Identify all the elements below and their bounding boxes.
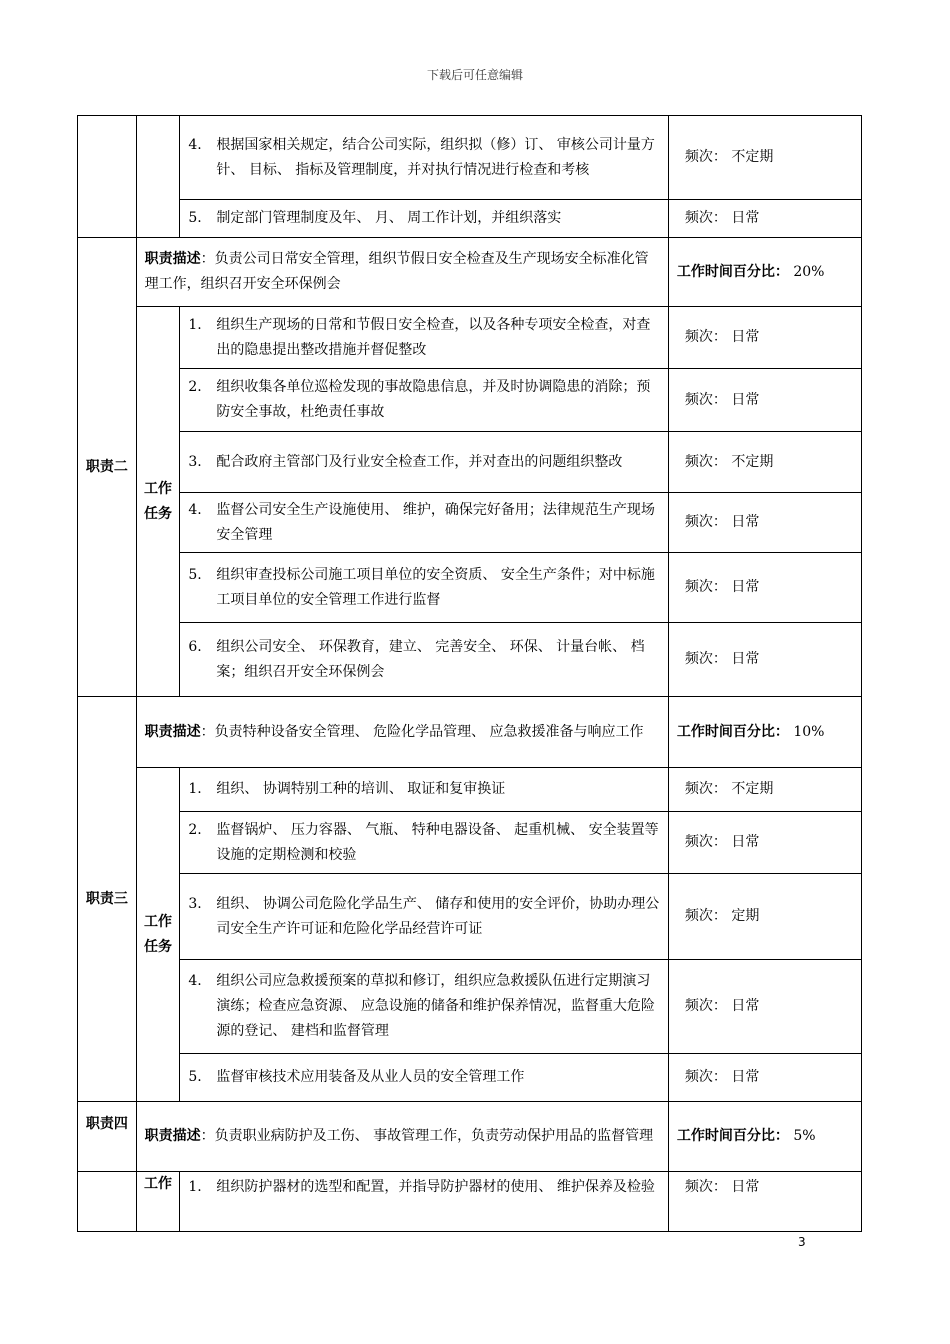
duty-label: 职责二 [78,238,137,697]
task-cell: 2. 组织收集各单位巡检发现的事故隐患信息，并及时协调隐患的消除；预防安全事故，杜绝责任事故 [180,369,669,432]
task-cell: 1. 组织防护器材的选型和配置，并指导防护器材的使用、 维护保养及检验 [180,1172,669,1232]
duty-description: 职责描述：负责职业病防护及工伤、 事故管理工作，负责劳动保护用品的监督管理 [136,1102,668,1172]
task-cell: 2. 监督锅炉、 压力容器、 气瓶、 特种电器设备、 起重机械、 安全装置等设施的定期检测和校验 [180,812,669,874]
work-task-label: 工作 任务 [136,768,180,1102]
task-cell: 3. 配合政府主管部门及行业安全检查工作，并对查出的问题组织整改 [180,432,669,493]
task-cell: 4. 根据国家相关规定，结合公司实际，组织拟（修）订、 审核公司计量方针、 目标、 指标及管理制度，并对执行情况进行检查和考核 [180,116,669,200]
frequency-cell: 频次： 日常 [668,200,861,238]
frequency-cell: 频次： 不定期 [668,768,861,812]
frequency-cell: 频次： 日常 [668,553,861,623]
duty-description-row [78,1102,862,1172]
task-cell: 3. 组织、 协调公司危险化学品生产、 储存和使用的安全评价，协助办理公司安全生产许可证和危险化学品经营许可证 [180,874,669,960]
work-task-label: 工作 任务 [136,307,180,697]
header-note: 下载后可任意编辑 [426,68,523,82]
time-percentage: 工作时间百分比： 10% [668,697,861,768]
frequency-cell: 频次： 日常 [668,493,861,553]
task-label-empty [136,116,180,238]
table-row [78,960,862,1054]
duty-label: 职责三 [78,697,137,1102]
frequency-cell: 频次： 日常 [668,1054,861,1102]
frequency-cell: 频次： 定期 [668,874,861,960]
duty-description: 职责描述：负责特种设备安全管理、 危险化学品管理、 应急救援准备与响应工作 [136,697,668,768]
task-cell: 5. 组织审查投标公司施工项目单位的安全资质、 安全生产条件；对中标施工项目单位的安全管理工作进行监督 [180,553,669,623]
table-row [78,768,862,812]
frequency-cell: 频次： 不定期 [668,432,861,493]
duty-label-empty [78,116,137,238]
duty-description-row [78,697,862,768]
time-percentage: 工作时间百分比： 5% [668,1102,861,1172]
task-cell: 6. 组织公司安全、 环保教育，建立、 完善安全、 环保、 计量台帐、 档案；组织召开安全环保例会 [180,623,669,697]
table-row [78,874,862,960]
time-percentage: 工作时间百分比： 20% [668,238,861,307]
duty-label-empty [78,1172,137,1232]
table-row [78,369,862,432]
frequency-cell: 频次： 不定期 [668,116,861,200]
task-cell: 4. 监督公司安全生产设施使用、 维护，确保完好备用；法律规范生产现场安全管理 [180,493,669,553]
task-cell: 1. 组织生产现场的日常和节假日安全检查，以及各种专项安全检查，对查出的隐患提出整改措施并督促整改 [180,307,669,369]
frequency-cell: 频次： 日常 [668,812,861,874]
task-cell: 1. 组织、 协调特别工种的培训、 取证和复审换证 [180,768,669,812]
page-number: 3 [798,1235,806,1249]
task-cell: 4. 组织公司应急救援预案的草拟和修订，组织应急救援队伍进行定期演习演练；检查应急资源、 应急设施的储备和维护保养情况，监督重大危险源的登记、 建档和监督管理 [180,960,669,1054]
frequency-cell: 频次： 日常 [668,623,861,697]
frequency-cell: 频次： 日常 [668,307,861,369]
table-row [78,1054,862,1102]
task-cell: 5. 监督审核技术应用装备及从业人员的安全管理工作 [180,1054,669,1102]
table-row [78,493,862,553]
frequency-cell: 频次： 日常 [668,960,861,1054]
frequency-cell: 频次： 日常 [668,1172,861,1232]
table-row [78,307,862,369]
duty-description-row [78,238,862,307]
table-row [78,623,862,697]
table-row [78,432,862,493]
duty-description: 职责描述：负责公司日常安全管理，组织节假日安全检查及生产现场安全标准化管理工作，组织召开安全环保例会 [136,238,668,307]
duty-label: 职责四 [78,1102,137,1172]
table-row [78,812,862,874]
table-row [78,553,862,623]
table-row [78,116,862,200]
work-task-label: 工作 [136,1172,180,1232]
duty-table [77,115,862,1232]
task-cell: 5. 制定部门管理制度及年、 月、 周工作计划，并组织落实 [180,200,669,238]
table-row [78,200,862,238]
frequency-cell: 频次： 日常 [668,369,861,432]
table-row [78,1172,862,1232]
